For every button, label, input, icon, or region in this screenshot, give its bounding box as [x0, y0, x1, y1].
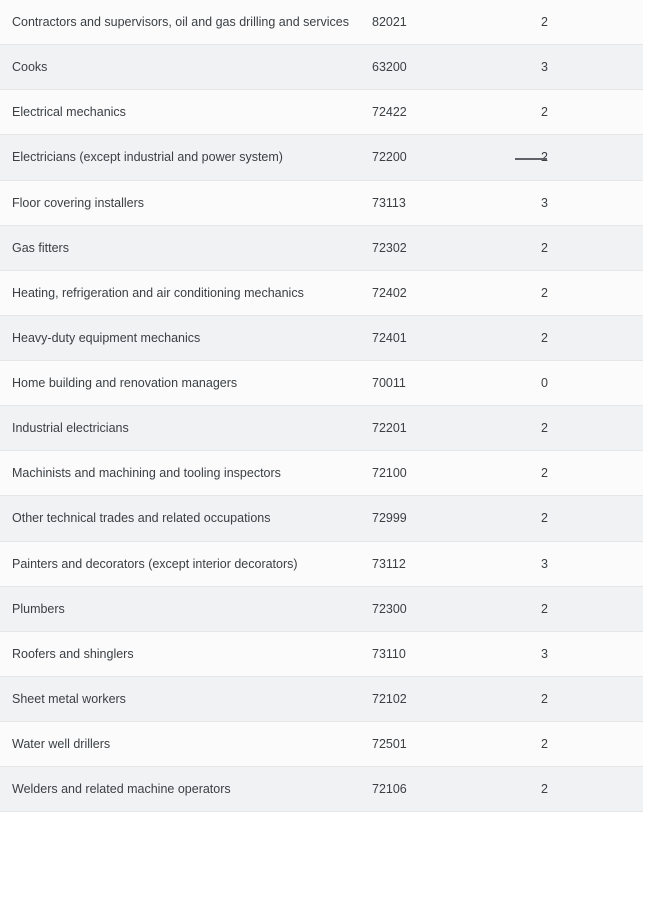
table-row [0, 767, 643, 812]
occupation-title: Floor covering installers [12, 195, 144, 210]
occupation-title: Other technical trades and related occupations [12, 511, 271, 526]
occupation-title: Home building and renovation managers [12, 376, 238, 390]
table-row [0, 541, 643, 586]
occupation-title: Contractors and supervisors, oil and gas drilling and services [12, 15, 349, 29]
noc-code: 72201 [372, 421, 407, 436]
level-cell [488, 496, 643, 541]
level-value: 3 [541, 195, 548, 210]
table-row [0, 451, 643, 496]
level-cell [488, 180, 643, 225]
level-cell [488, 270, 643, 315]
level-value: 3 [541, 60, 548, 75]
table-row [0, 315, 643, 360]
occupation-title: Roofers and shinglers [12, 646, 134, 661]
occupation-title: Cooks [12, 60, 48, 75]
noc-code: 72106 [372, 782, 407, 797]
noc-code: 72102 [372, 691, 407, 706]
noc-code: 73112 [372, 556, 406, 571]
table-row [0, 225, 643, 270]
level-cell [488, 541, 643, 586]
level-value: 2 [541, 330, 548, 345]
level-cell [488, 90, 643, 135]
table-row [0, 496, 643, 541]
noc-code: 72300 [372, 601, 407, 616]
noc-code: 72402 [372, 285, 407, 300]
noc-code: 72302 [372, 240, 407, 255]
noc-code: 72401 [372, 330, 407, 345]
occupation-title: Industrial electricians [12, 421, 129, 436]
level-value: 2 [541, 737, 548, 751]
occupation-title: Welders and related machine operators [12, 782, 231, 797]
noc-code: 72422 [372, 105, 407, 120]
level-value: 2 [541, 421, 548, 436]
level-value: 2 [541, 105, 548, 120]
level-value: 2 [541, 691, 548, 706]
level-value: 2 [541, 601, 548, 616]
level-cell [488, 45, 643, 90]
noc-code: 72200 [372, 150, 407, 165]
table-row [0, 0, 643, 45]
table-row [0, 90, 643, 135]
noc-code: 72501 [372, 737, 407, 751]
table-row [0, 361, 643, 406]
level-cell [488, 722, 643, 767]
table-row [0, 722, 643, 767]
level-cell [488, 135, 643, 180]
noc-code: 82021 [372, 15, 407, 29]
occupation-title: Painters and decorators (except interior decorators) [12, 556, 298, 571]
level-cell [488, 0, 643, 45]
level-cell [488, 225, 643, 270]
noc-code: 72100 [372, 466, 407, 481]
level-cell [488, 361, 643, 406]
level-cell [488, 315, 643, 360]
noc-code: 72999 [372, 511, 407, 526]
table-row [0, 631, 643, 676]
level-value: 2 [541, 466, 548, 481]
level-value: 2 [541, 240, 548, 255]
table-row [0, 180, 643, 225]
table-row [0, 406, 643, 451]
level-value: 0 [541, 376, 548, 390]
text-cursor-marker [515, 158, 547, 160]
occupation-title: Plumbers [12, 601, 65, 616]
table-row [0, 45, 643, 90]
occupation-title: Electricians (except industrial and power system) [12, 150, 283, 165]
occupation-title: Gas fitters [12, 240, 69, 255]
table-row [0, 676, 643, 721]
level-value: 2 [541, 511, 548, 526]
noc-code: 73113 [372, 195, 406, 210]
occupation-title: Heating, refrigeration and air conditioning mechanics [12, 285, 304, 300]
occupation-title: Sheet metal workers [12, 691, 126, 706]
table-row [0, 586, 643, 631]
level-value: 2 [541, 782, 548, 797]
table-row [0, 270, 643, 315]
level-value: 2 [541, 15, 548, 29]
level-cell [488, 631, 643, 676]
level-cell [488, 406, 643, 451]
level-cell [488, 767, 643, 812]
level-cell [488, 451, 643, 496]
level-cell [488, 586, 643, 631]
occupation-title: Heavy-duty equipment mechanics [12, 330, 201, 345]
level-value: 2 [541, 150, 548, 165]
noc-code: 63200 [372, 60, 407, 75]
noc-code: 70011 [372, 376, 406, 390]
level-value: 2 [541, 285, 548, 300]
occupation-title: Machinists and machining and tooling inspectors [12, 466, 281, 481]
level-cell [488, 676, 643, 721]
level-value: 3 [541, 556, 548, 571]
page-right-gutter [643, 0, 650, 922]
occupation-title: Water well drillers [12, 737, 111, 751]
level-value: 3 [541, 646, 548, 661]
occupation-title: Electrical mechanics [12, 105, 126, 120]
noc-code: 73110 [372, 646, 406, 661]
